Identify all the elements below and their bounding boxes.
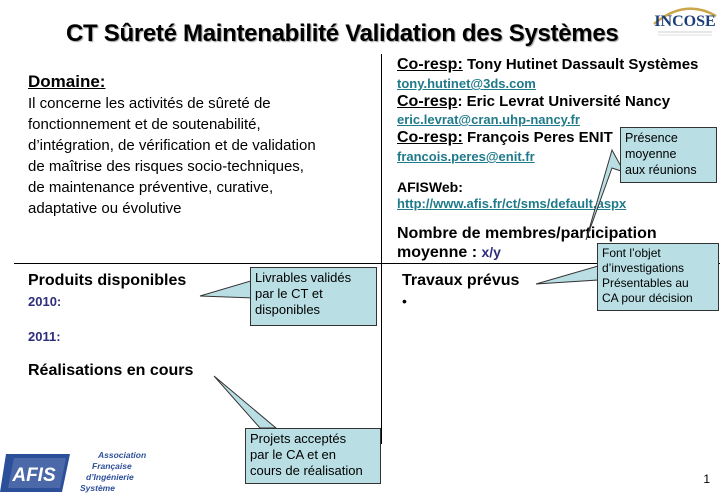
callout-line: par le CT et: [255, 286, 323, 301]
callout-livrables: [250, 267, 377, 326]
domain-line: Il concerne les activités de sûreté de: [28, 95, 271, 112]
domain-line: adaptative ou évolutive: [28, 200, 182, 217]
callout-line: d’investigations: [602, 261, 685, 275]
coresp-name: Tony Hutinet Dassault Systèmes: [462, 56, 699, 73]
travaux-heading: Travaux prévus: [402, 272, 520, 289]
callout-line: Livrables validés: [255, 270, 352, 285]
font-pointer: [536, 266, 598, 284]
incose-logo-text: INCOSE: [654, 13, 716, 30]
callout-line: disponibles: [255, 302, 321, 317]
callout-projets: [245, 428, 381, 484]
callout-line: par le CA et en: [250, 447, 336, 462]
callout-line: aux réunions: [625, 163, 697, 177]
coresp-name: : Eric Levrat Université Nancy: [457, 93, 671, 110]
callout-line: Présentables au: [602, 276, 689, 290]
page-number: 1: [703, 472, 710, 486]
year-2011: 2011:: [28, 329, 61, 344]
projets-pointer: [214, 376, 276, 428]
callout-font: [597, 243, 719, 311]
callout-line: moyenne: [625, 147, 677, 161]
coresp-email-link[interactable]: tony.hutinet@3ds.com: [397, 76, 536, 91]
domain-line: de maîtrise des risques socio-techniques,: [28, 158, 304, 175]
coresp-name: François Peres ENIT: [462, 129, 613, 146]
afis-tagline: d’Ingénierie: [86, 472, 134, 482]
callout-line: cours de réalisation: [250, 463, 363, 478]
members-label: moyenne :: [397, 244, 482, 261]
domain-line: de maintenance préventive, curative,: [28, 179, 274, 196]
page-title: CT Sûreté Maintenabilité Validation des Systèmes: [66, 20, 619, 47]
afisweb-link[interactable]: http://www.afis.fr/ct/sms/default.aspx: [397, 196, 627, 211]
travaux-bullet: •: [402, 293, 407, 309]
afis-logo-text: AFIS: [12, 465, 56, 486]
members-line1: Nombre de membres/participation: [397, 225, 657, 242]
callout-line: Présence: [625, 131, 678, 145]
afis-tagline: Association: [98, 450, 147, 460]
afis-tagline: Système: [80, 483, 115, 493]
callout-line: Projets acceptés: [250, 431, 347, 446]
afis-logo: [0, 448, 160, 498]
year-2010: 2010:: [28, 294, 62, 309]
domain-heading: Domaine:: [28, 72, 106, 91]
coresp-label: Co-resp:: [397, 56, 463, 73]
afis-tagline: Française: [92, 461, 132, 471]
afisweb-label: AFISWeb:: [397, 179, 463, 195]
coresp-email-link[interactable]: francois.peres@enit.fr: [397, 149, 535, 164]
callout-presence: [620, 127, 717, 183]
coresp-label: Co-resp:: [397, 129, 463, 146]
callout-line: Font l’objet: [602, 246, 661, 260]
members-value: x/y: [481, 244, 501, 260]
produits-heading: Produits disponibles: [28, 272, 187, 289]
domain-line: d’intégration, de vérification et de validation: [28, 137, 316, 154]
livrables-pointer: [200, 280, 254, 298]
presence-pointer: [586, 150, 624, 240]
coresp-label: Co-resp: [397, 93, 458, 110]
domain-line: fonctionnement et de soutenabilité,: [28, 116, 261, 133]
coresp-email-link[interactable]: eric.levrat@cran.uhp-nancy.fr: [397, 112, 580, 127]
callout-line: CA pour décision: [602, 291, 693, 305]
realisations-heading: Réalisations en cours: [28, 362, 194, 379]
